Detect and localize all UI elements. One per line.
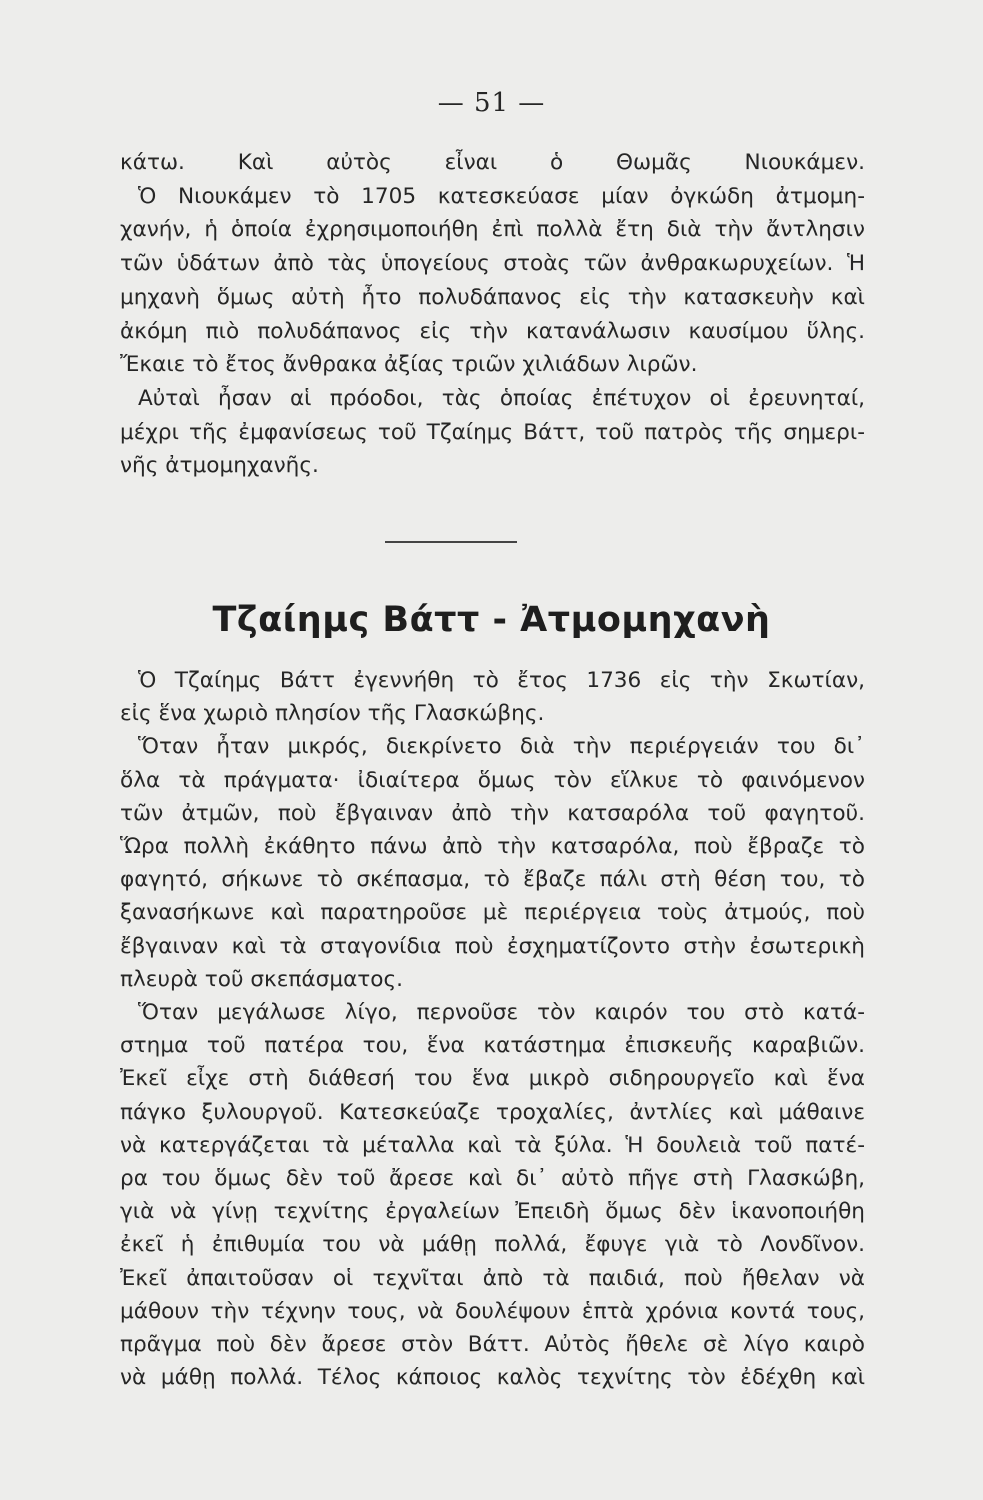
text-line: πλευρὰ τοῦ σκεπάσματος. bbox=[120, 966, 404, 992]
section-title: Τζαίημς Βάττ - Ἀτμομηχανὴ bbox=[212, 600, 771, 640]
text-line: πάγκο ξυλουργοῦ. Κατεσκεύαζε τροχαλίες, ἀντλίες καὶ μάθαινε bbox=[120, 1099, 865, 1125]
text-line: ἔβγαιναν καὶ τὰ σταγονίδια ποὺ ἐσχηματίζοντο στὴν ἐσωτερικὴ bbox=[120, 933, 865, 959]
text-line: Αὐταὶ ἦσαν αἱ πρόοδοι, τὰς ὁποίας ἐπέτυχον οἱ ἐρευνηταί, bbox=[138, 385, 865, 411]
text-line: Ὥρα πολλὴ ἐκάθητο πάνω ἀπὸ τὴν κατσαρόλα, ποὺ ἔβραζε τὸ bbox=[120, 834, 865, 860]
text-line: Ἐκεῖ εἶχε στὴ διάθεσή του ἕνα μικρὸ σιδηρουργεῖο καὶ ἕνα bbox=[120, 1066, 865, 1092]
text-line: τῶν ἀτμῶν, ποὺ ἔβγαιναν ἀπὸ τὴν κατσαρόλα τοῦ φαγητοῦ. bbox=[120, 800, 865, 826]
text-line: Ὁ Τζαίημς Βάττ ἐγεννήθη τὸ ἔτος 1736 εἰς τὴν Σκωτίαν, bbox=[138, 668, 865, 693]
paragraphs-after-heading bbox=[120, 664, 865, 1394]
paragraphs-before-heading bbox=[120, 146, 865, 483]
text-line: πρᾶγμα ποὺ δὲν ἄρεσε στὸν Βάττ. Αὐτὸς ἤθελε σὲ λίγο καιρὸ bbox=[120, 1332, 865, 1358]
text-line: Ἐκεῖ ἀπαιτοῦσαν οἱ τεχνῖται ἀπὸ τὰ παιδιά, ποὺ ἤθελαν νὰ bbox=[120, 1265, 865, 1291]
text-line: ἀκόμη πιὸ πολυδάπανος εἰς τὴν κατανάλωσιν καυσίμου ὕλης. bbox=[120, 318, 865, 344]
text-line: εἰς ἕνα χωριὸ πλησίον τῆς Γλασκώβης. bbox=[120, 701, 545, 727]
text-line: γιὰ νὰ γίνῃ τεχνίτης ἐργαλείων Ἐπειδὴ ὅμως δὲν ἱκανοποιήθη bbox=[120, 1199, 865, 1225]
text-line: ὅλα τὰ πράγματα· ἰδιαίτερα ὅμως τὸν εἵλκυε τὸ φαινόμενον bbox=[120, 767, 865, 793]
text-line: νῆς ἀτμομηχανῆς. bbox=[120, 453, 319, 479]
text-line: νὰ κατεργάζεται τὰ μέταλλα καὶ τὰ ξύλα. Ἡ δουλειὰ τοῦ πατέ- bbox=[120, 1132, 865, 1158]
text-line: ἐκεῖ ἡ ἐπιθυμία του νὰ μάθῃ πολλά, ἔφυγε γιὰ τὸ Λονδῖνον. bbox=[120, 1232, 865, 1258]
text-line: μηχανὴ ὅμως αὐτὴ ἦτο πολυδάπανος εἰς τὴν κατασκευὴν καὶ bbox=[120, 284, 865, 310]
section-divider bbox=[385, 541, 517, 543]
text-line: μάθουν τὴν τέχνην τους, νὰ δουλέψουν ἑπτὰ χρόνια κοντά τους, bbox=[120, 1298, 865, 1324]
text-line: στημα τοῦ πατέρα του, ἕνα κατάστημα ἐπισκευῆς καραβιῶν. bbox=[120, 1033, 865, 1059]
text-line: Ὅταν μεγάλωσε λίγο, περνοῦσε τὸν καιρόν του στὸ κατά- bbox=[138, 1000, 865, 1026]
text-line: τῶν ὑδάτων ἀπὸ τὰς ὑπογείους στοὰς τῶν ἀνθρακωρυχείων. Ἡ bbox=[120, 251, 865, 277]
text-line: φαγητό, σήκωνε τὸ σκέπασμα, τὸ ἔβαζε πάλι στὴ θέση του, τὸ bbox=[120, 867, 865, 893]
text-line: κάτω. Καὶ αὐτὸς εἶναι ὁ Θωμᾶς Νιουκάμεν. bbox=[120, 150, 865, 175]
text-line: Ὁ Νιουκάμεν τὸ 1705 κατεσκεύασε μίαν ὀγκώδη ἀτμομη- bbox=[138, 183, 865, 209]
page-number: — 51 — bbox=[437, 88, 546, 118]
text-line: μέχρι τῆς ἐμφανίσεως τοῦ Τζαίημς Βάττ, τοῦ πατρὸς τῆς σημερι- bbox=[120, 419, 865, 445]
text-line: Ἔκαιε τὸ ἔτος ἄνθρακα ἀξίας τριῶν χιλιάδων λιρῶν. bbox=[120, 352, 698, 378]
text-line: ξανασήκωνε καὶ παρατηροῦσε μὲ περιέργεια τοὺς ἀτμούς, ποὺ bbox=[120, 900, 865, 926]
text-line: χανήν, ἡ ὁποία ἐχρησιμοποιήθη ἐπὶ πολλὰ ἔτη διὰ τὴν ἄντλησιν bbox=[120, 217, 865, 243]
text-line: Ὅταν ἦταν μικρός, διεκρίνετο διὰ τὴν περιέργειάν του δι᾽ bbox=[138, 734, 865, 760]
text-line: νὰ μάθῃ πολλά. Τέλος κάποιος καλὸς τεχνίτης τὸν ἐδέχθη καὶ bbox=[120, 1365, 865, 1391]
text-line: ρα του ὅμως δὲν τοῦ ἄρεσε καὶ δι᾽ αὐτὸ πῆγε στὴ Γλασκώβη, bbox=[120, 1166, 865, 1192]
